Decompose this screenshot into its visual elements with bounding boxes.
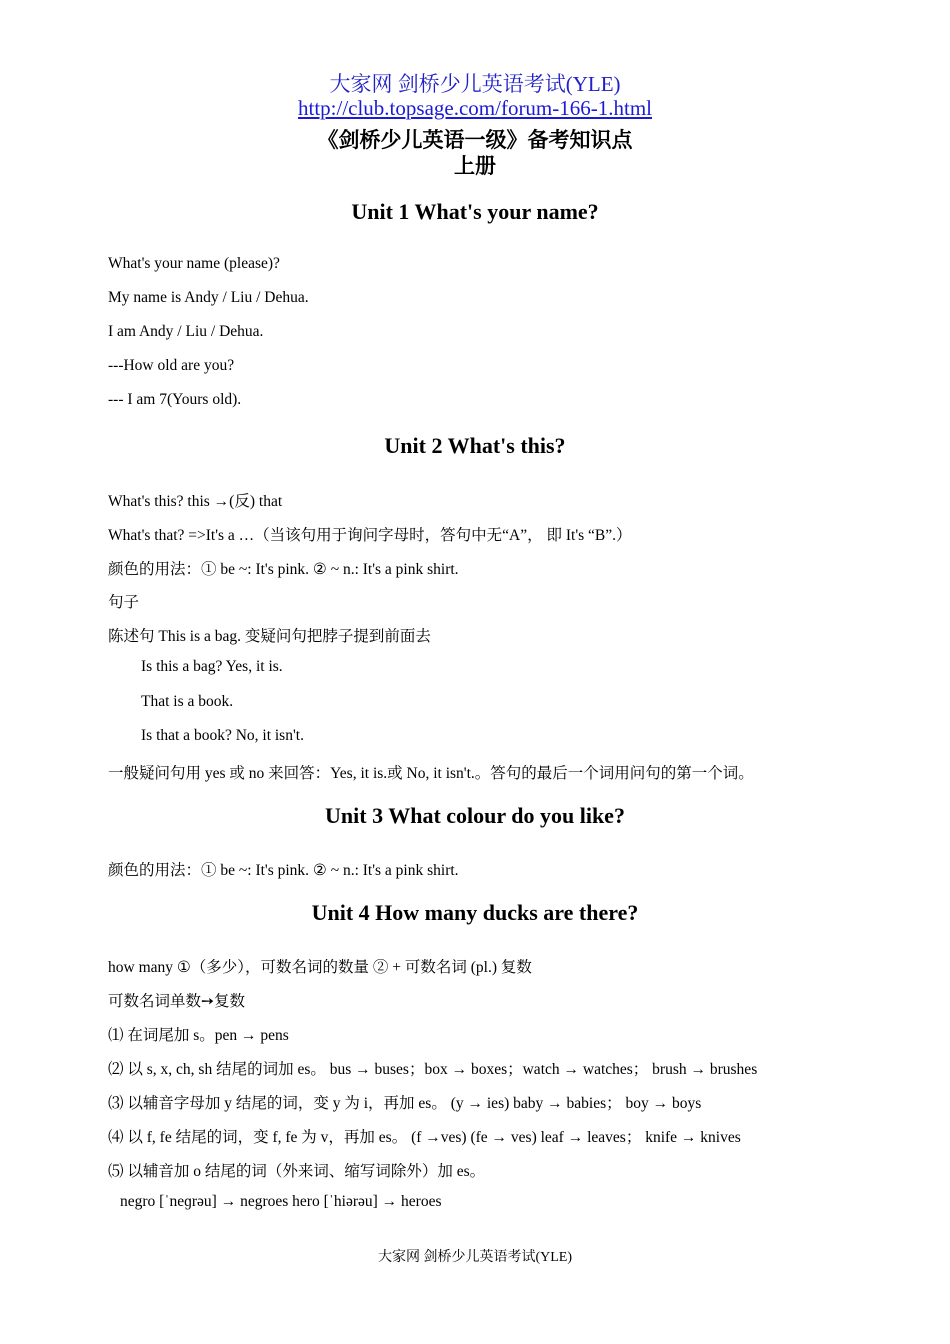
unit-4-line: 可数名词单数➙复数 (108, 993, 245, 1010)
document-subtitle: 上册 (454, 154, 496, 178)
unit-2-line: 颜色的用法：① be ~: It's pink. ② ~ n.: It's a pink shirt. (108, 561, 459, 578)
unit-2-line: What's this? this →(反) that (108, 493, 283, 510)
unit-2-line: That is a book. (141, 693, 234, 710)
unit-4-line: ⑶ 以辅音字母加 y 结尾的词，变 y 为 i，再加 es。 (y → ies) baby → babies； boy → boys (108, 1095, 702, 1112)
unit-4-heading: Unit 4 How many ducks are there? (311, 900, 639, 925)
unit-4-line: ⑴ 在词尾加 s。pen → pens (108, 1027, 289, 1044)
unit-3-heading: Unit 3 What colour do you like? (325, 803, 625, 828)
unit-1-heading: Unit 1 What's your name? (351, 199, 599, 224)
unit-2-line: 一般疑问句用 yes 或 no 来回答：Yes, it is.或 No, it isn't.。答句的最后一个词用问句的第一个词。 (108, 765, 754, 782)
header-forum-link[interactable]: http://club.topsage.com/forum-166-1.html (297, 96, 653, 120)
unit-1-line: --- I am 7(Yours old). (108, 391, 242, 408)
unit-4-line: negro [ˈneɡrəu] → negroes hero [ˈhiərəu] → heroes (120, 1193, 442, 1210)
unit-2-heading: Unit 2 What's this? (384, 433, 566, 458)
header-site-name: 大家网 剑桥少儿英语考试(YLE) (329, 72, 621, 96)
unit-4-line: how many ①（多少），可数名词的数量 ② + 可数名词 (pl.) 复数 (108, 959, 532, 976)
unit-2-line: What's that? =>It's a …（当该句用于询问字母时，答句中无“A”， 即 It's “B”.） (108, 527, 632, 544)
unit-1-line: My name is Andy / Liu / Dehua. (108, 289, 309, 306)
unit-4-line: ⑸ 以辅音加 o 结尾的词（外来词、缩写词除外）加 es。 (108, 1163, 486, 1180)
page-footer: 大家网 剑桥少儿英语考试(YLE) (377, 1250, 573, 1265)
unit-2-line: Is this a bag? Yes, it is. (141, 658, 283, 675)
unit-2-line: Is that a book? No, it isn't. (141, 727, 304, 744)
unit-1-line: ---How old are you? (108, 357, 235, 374)
document-title: 《剑桥少儿英语一级》备考知识点 (317, 128, 633, 152)
unit-2-line: 句子 (108, 594, 140, 611)
unit-4-line: ⑷ 以 f, fe 结尾的词，变 f, fe 为 v，再加 es。 (f →ves) (fe → ves) leaf → leaves； knife → knives (108, 1129, 741, 1146)
unit-4-line: ⑵ 以 s, x, ch, sh 结尾的词加 es。 bus → buses；box → boxes；watch → watches； brush → brushes (108, 1061, 758, 1078)
unit-1-line: I am Andy / Liu / Dehua. (108, 323, 264, 340)
unit-3-line: 颜色的用法：① be ~: It's pink. ② ~ n.: It's a pink shirt. (108, 862, 459, 879)
unit-2-line: 陈述句 This is a bag. 变疑问句把脖子提到前面去 (108, 628, 431, 645)
unit-1-line: What's your name (please)? (108, 255, 280, 272)
